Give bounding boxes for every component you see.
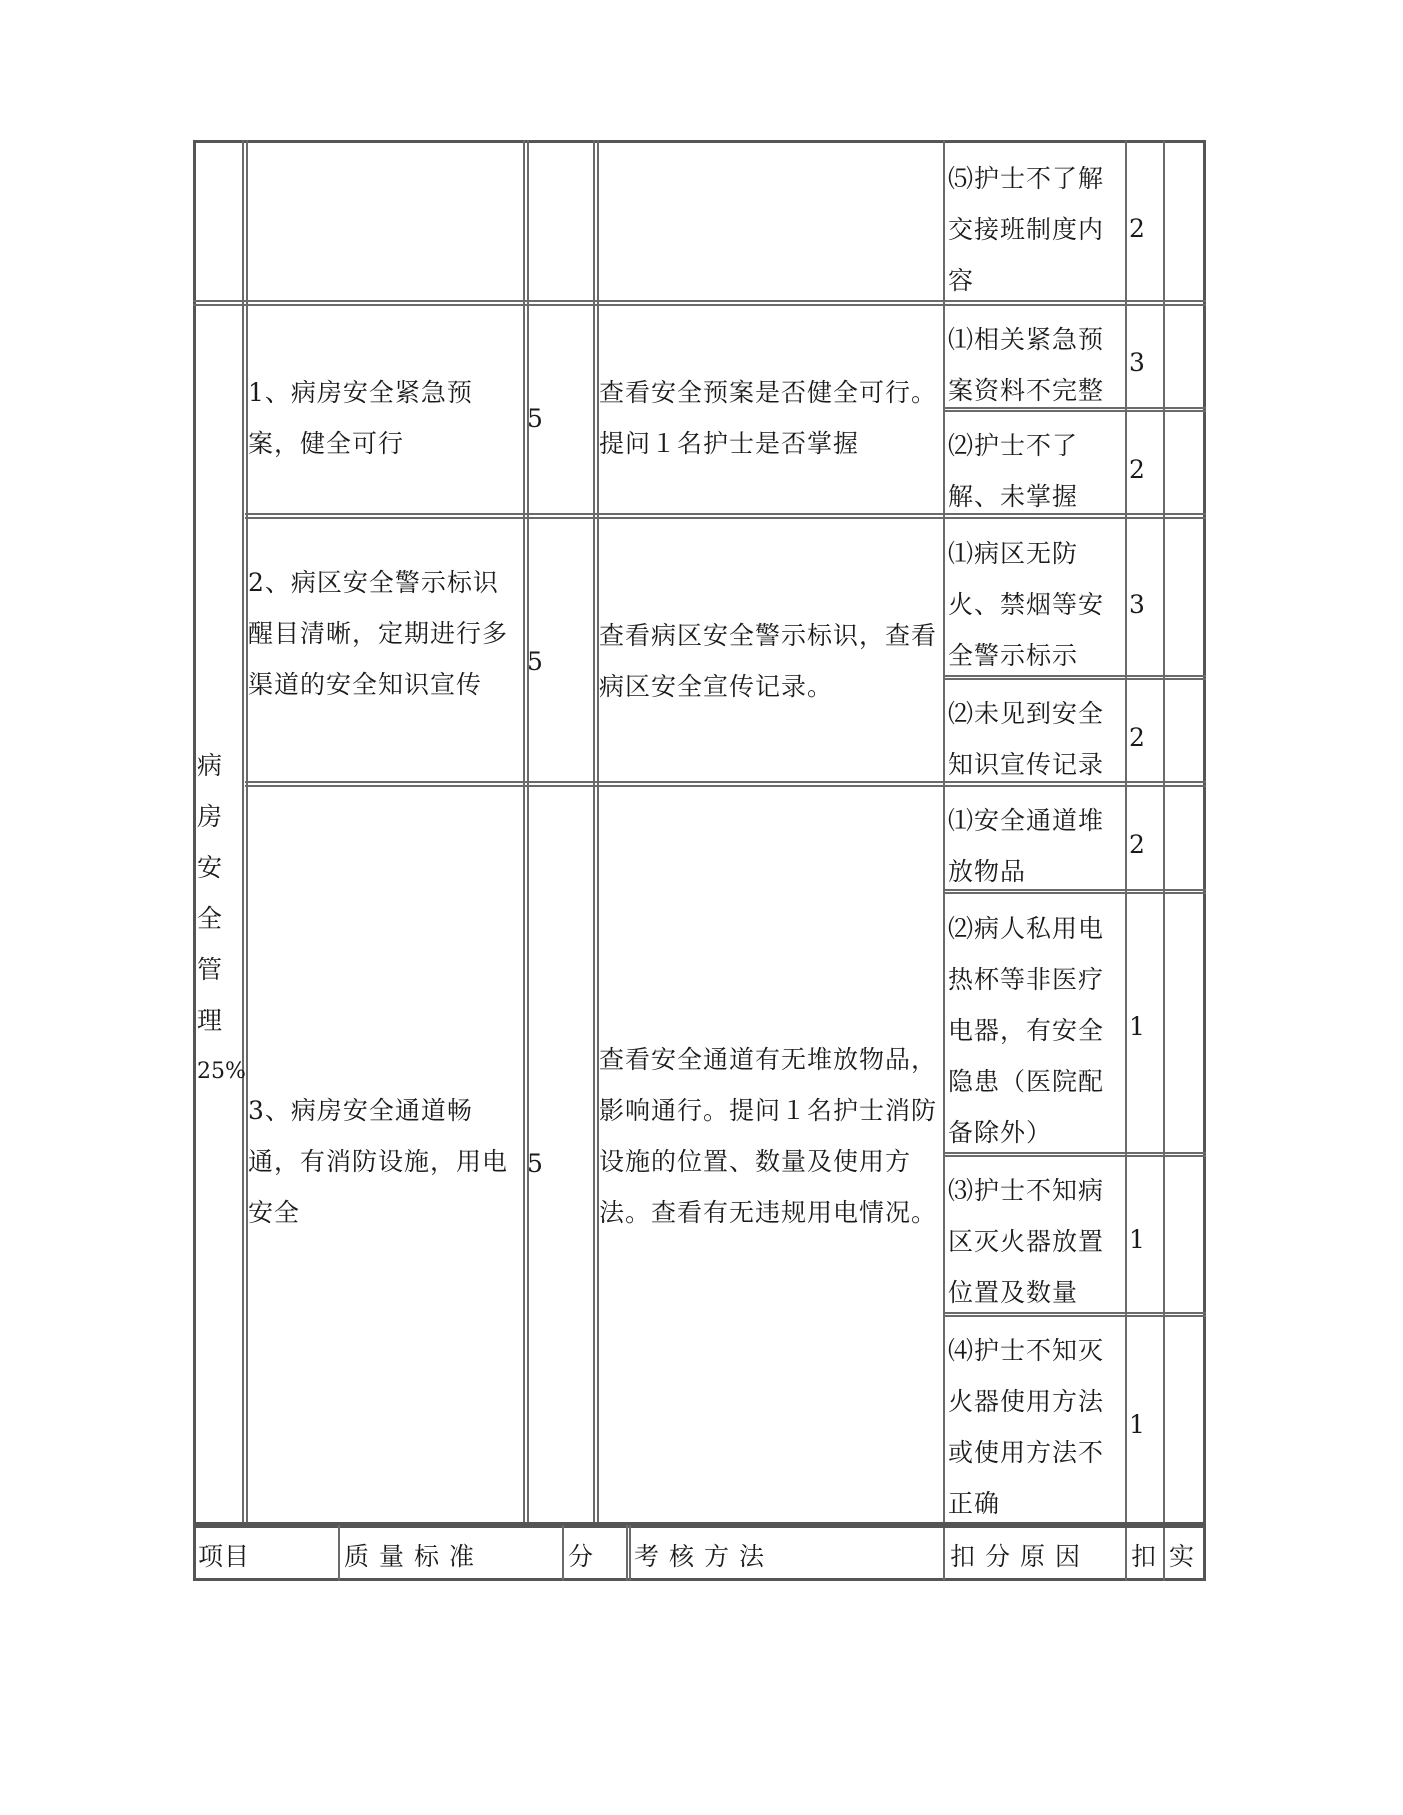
col-line-right xyxy=(1200,140,1206,1581)
header-actual: 实 xyxy=(1169,1542,1205,1571)
item3-reason-3: ⑶护士不知病区灭火器放置位置及数量 xyxy=(948,1176,1105,1307)
item1-reason-1-points: 3 xyxy=(1129,348,1145,377)
item3-reason-4-points: 1 xyxy=(1129,1410,1145,1439)
item1-reason-2: ⑵护士不了解、未掌握 xyxy=(948,431,1079,511)
item1-method: 查看安全预案是否健全可行。提问１名护士是否掌握 xyxy=(599,378,938,458)
item1-reason-1: ⑴相关紧急预案资料不完整 xyxy=(948,325,1105,405)
item3-reason-2: ⑵病人私用电热杯等非医疗电器，有安全隐患（医院配备除外） xyxy=(948,914,1105,1147)
col-line-d xyxy=(943,140,947,1581)
item3-reason-3-points: 1 xyxy=(1129,1225,1145,1254)
header-reason: 扣分原因 xyxy=(950,1542,1091,1571)
item3-reason-2-points: 1 xyxy=(1129,1012,1145,1041)
row0-points: 2 xyxy=(1129,214,1145,243)
item3-reason-1: ⑴安全通道堆放物品 xyxy=(948,806,1105,886)
header-standard: 质量标准 xyxy=(344,1542,485,1571)
section-weight: 25% xyxy=(197,1059,246,1084)
col-line-c xyxy=(593,140,599,1525)
item3-reason-4: ⑷护士不知灭火器使用方法或使用方法不正确 xyxy=(948,1336,1105,1518)
header-deduct: 扣 xyxy=(1131,1542,1167,1571)
item1-standard: 1、病房安全紧急预案，健全可行 xyxy=(248,378,473,458)
item2-method: 查看病区安全警示标识，查看病区安全宣传记录。 xyxy=(599,621,938,701)
row0-reason: ⑸护士不了解交接班制度内容 xyxy=(948,164,1105,295)
item3-standard: 3、病房安全通道畅通，有消防设施，用电安全 xyxy=(248,1096,509,1227)
item3-method: 查看安全通道有无堆放物品，影响通行。提问１名护士消防设施的位置、数量及使用方法。查看有无违规用电情况。 xyxy=(599,1045,938,1227)
item2-score: 5 xyxy=(527,647,543,676)
section-title: 病 房 安 全 管 理 25% xyxy=(197,740,237,1097)
col-line-b xyxy=(523,140,529,1525)
header-sep-3 xyxy=(626,1525,631,1581)
item2-reason-1-points: 3 xyxy=(1129,590,1145,619)
item3-score: 5 xyxy=(527,1149,543,1178)
header-sep-1 xyxy=(338,1525,342,1581)
item2-reason-2-points: 2 xyxy=(1129,723,1145,752)
header-project: 项目 xyxy=(198,1542,251,1571)
header-method: 考核方法 xyxy=(634,1542,775,1571)
col-line-a xyxy=(242,140,248,1525)
header-score: 分 xyxy=(568,1542,604,1571)
col-line-f xyxy=(1163,140,1167,1581)
header-row-top xyxy=(193,1522,1206,1528)
item1-reason-2-points: 2 xyxy=(1129,455,1145,484)
header-sep-2 xyxy=(562,1525,566,1581)
item2-standard: 2、病区安全警示标识醒目清晰，定期进行多渠道的安全知识宣传 xyxy=(248,568,509,699)
item2-reason-2: ⑵未见到安全知识宣传记录 xyxy=(948,699,1105,779)
item1-score: 5 xyxy=(527,404,543,433)
item3-reason-1-points: 2 xyxy=(1129,830,1145,859)
item2-reason-1: ⑴病区无防火、禁烟等安全警示标示 xyxy=(948,539,1105,670)
